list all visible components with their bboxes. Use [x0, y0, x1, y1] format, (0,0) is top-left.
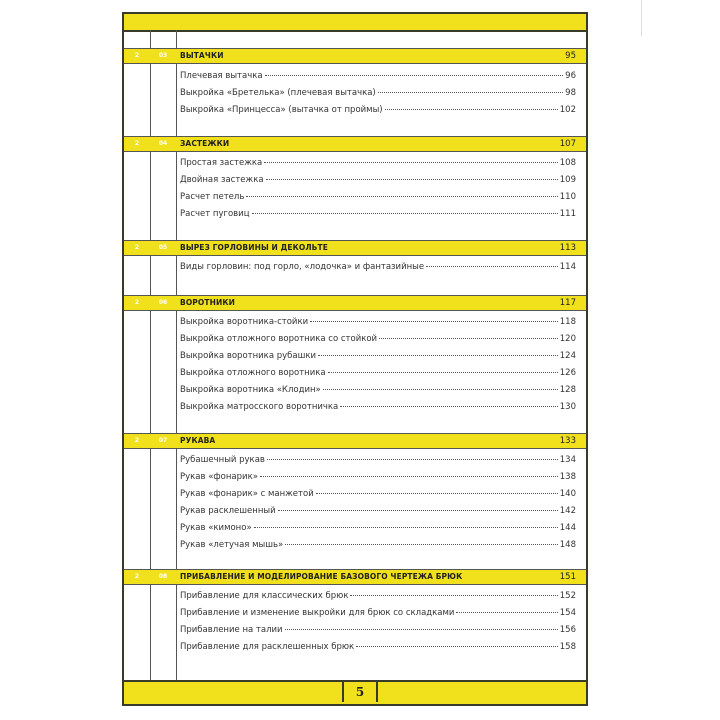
- leader-dots: [379, 338, 558, 339]
- leader-dots: [260, 476, 558, 477]
- entry-page: 120: [559, 334, 576, 344]
- section-chapter-number: 06: [158, 299, 168, 306]
- toc-entry: [180, 522, 576, 534]
- toc-entry: [180, 87, 576, 99]
- section-title: ЗАСТЕЖКИ: [180, 139, 230, 148]
- section-page: 95: [565, 51, 576, 61]
- entry-page: 158: [559, 642, 576, 652]
- entry-page: 126: [559, 368, 576, 378]
- entry-title: Выкройка матросского воротничка: [180, 402, 339, 412]
- entry-title: Прибавление для расклешенных брюк: [180, 642, 355, 652]
- toc-entry: [180, 505, 576, 517]
- toc-entry: [180, 401, 576, 413]
- entry-title: Расчет петель: [180, 192, 245, 202]
- entry-title: Выкройка отложного воротника со стойкой: [180, 334, 378, 344]
- entry-title: Рукав расклешенный: [180, 506, 276, 516]
- toc-entry: [180, 316, 576, 328]
- toc-page: [122, 12, 588, 706]
- section-chapter-number: 08: [158, 573, 168, 580]
- leader-dots: [456, 612, 557, 613]
- section-chapter-number: 03: [158, 52, 168, 59]
- entry-title: Выкройка воротника «Клодин»: [180, 385, 321, 395]
- entry-title: Расчет пуговиц: [180, 209, 250, 219]
- section-header: [124, 295, 586, 311]
- leader-dots: [254, 527, 558, 528]
- section-title: РУКАВА: [180, 436, 216, 445]
- section-page: 117: [559, 298, 576, 308]
- leader-dots: [310, 321, 558, 322]
- section-title: ВОРОТНИКИ: [180, 298, 235, 307]
- leader-dots: [264, 162, 558, 163]
- toc-entry: [180, 367, 576, 379]
- entry-title: Рубашечный рукав: [180, 455, 265, 465]
- page-number: 5: [342, 682, 378, 702]
- section-header: [124, 240, 586, 256]
- leader-dots: [350, 595, 557, 596]
- toc-entry: [180, 208, 576, 220]
- entry-page: 142: [559, 506, 576, 516]
- section-page: 133: [559, 436, 576, 446]
- entry-page: 140: [559, 489, 576, 499]
- entry-page: 148: [559, 540, 576, 550]
- toc-entry: [180, 174, 576, 186]
- leader-dots: [378, 92, 563, 93]
- toc-entry: [180, 261, 576, 273]
- leader-dots: [356, 646, 558, 647]
- entry-page: 111: [559, 209, 576, 219]
- entry-title: Рукав «фонарик»: [180, 472, 258, 482]
- entry-page: 156: [559, 625, 576, 635]
- entry-page: 98: [565, 88, 576, 98]
- scrollbar-track: [641, 0, 642, 36]
- section-part-number: 2: [134, 437, 140, 444]
- leader-dots: [328, 372, 558, 373]
- entry-page: 110: [559, 192, 576, 202]
- leader-dots: [246, 196, 557, 197]
- leader-dots: [285, 629, 558, 630]
- entry-page: 102: [559, 105, 576, 115]
- entry-title: Прибавление и изменение выкройки для брюк со складками: [180, 608, 455, 618]
- section-header: [124, 433, 586, 449]
- section-chapter-number: 04: [158, 140, 168, 147]
- section-chapter-number: 05: [158, 244, 168, 251]
- entry-title: Рукав «фонарик» с манжетой: [180, 489, 314, 499]
- section-part-number: 2: [134, 140, 140, 147]
- toc-entry: [180, 191, 576, 203]
- entry-page: 152: [559, 591, 576, 601]
- entry-page: 154: [559, 608, 576, 618]
- toc-entry: [180, 384, 576, 396]
- section-header: [124, 48, 586, 64]
- entry-title: Прибавление для классических брюк: [180, 591, 349, 601]
- toc-entry: [180, 488, 576, 500]
- toc-entry: [180, 104, 576, 116]
- entry-page: 138: [559, 472, 576, 482]
- entry-title: Рукав «летучая мышь»: [180, 540, 284, 550]
- entry-page: 144: [559, 523, 576, 533]
- section-page: 107: [559, 139, 576, 149]
- leader-dots: [316, 493, 558, 494]
- leader-dots: [285, 544, 558, 545]
- toc-entry: [180, 70, 576, 82]
- entry-title: Выкройка отложного воротника: [180, 368, 326, 378]
- leader-dots: [426, 266, 558, 267]
- leader-dots: [340, 406, 558, 407]
- entry-title: Двойная застежка: [180, 175, 264, 185]
- entry-title: Выкройка воротника-стойки: [180, 317, 309, 327]
- toc-entry: [180, 539, 576, 551]
- entry-page: 96: [565, 71, 576, 81]
- entry-page: 130: [559, 402, 576, 412]
- section-part-number: 2: [134, 52, 140, 59]
- section-header: [124, 136, 586, 152]
- entry-page: 114: [559, 262, 576, 272]
- leader-dots: [278, 510, 558, 511]
- entry-title: Выкройка «Бретелька» (плечевая вытачка): [180, 88, 376, 98]
- entry-page: 134: [559, 455, 576, 465]
- toc-entry: [180, 454, 576, 466]
- entry-title: Выкройка воротника рубашки: [180, 351, 317, 361]
- section-page: 151: [559, 572, 576, 582]
- entry-page: 128: [559, 385, 576, 395]
- entry-title: Простая застежка: [180, 158, 263, 168]
- entry-title: Плечевая вытачка: [180, 71, 263, 81]
- entry-page: 109: [559, 175, 576, 185]
- toc-entry: [180, 641, 576, 653]
- section-title: ПРИБАВЛЕНИЕ И МОДЕЛИРОВАНИЕ БАЗОВОГО ЧЕРТЕЖА БРЮК: [180, 572, 463, 581]
- section-part-number: 2: [134, 299, 140, 306]
- entry-title: Прибавление на талии: [180, 625, 283, 635]
- toc-entry: [180, 350, 576, 362]
- top-yellow-band: [124, 14, 586, 32]
- section-page: 113: [559, 243, 576, 253]
- section-part-number: 2: [134, 244, 140, 251]
- entry-page: 124: [559, 351, 576, 361]
- leader-dots: [385, 109, 558, 110]
- entry-page: 108: [559, 158, 576, 168]
- section-title: ВЫТАЧКИ: [180, 51, 224, 60]
- entry-title: Выкройка «Принцесса» (вытачка от проймы): [180, 105, 383, 115]
- leader-dots: [318, 355, 558, 356]
- toc-entry: [180, 624, 576, 636]
- toc-entry: [180, 590, 576, 602]
- leader-dots: [265, 75, 564, 76]
- toc-entry: [180, 607, 576, 619]
- leader-dots: [266, 179, 558, 180]
- leader-dots: [323, 389, 558, 390]
- section-part-number: 2: [134, 573, 140, 580]
- toc-entry: [180, 333, 576, 345]
- entry-title: Виды горловин: под горло, «лодочка» и фантазийные: [180, 262, 425, 272]
- section-chapter-number: 07: [158, 437, 168, 444]
- leader-dots: [267, 459, 558, 460]
- toc-entry: [180, 471, 576, 483]
- leader-dots: [252, 213, 558, 214]
- section-header: [124, 569, 586, 585]
- section-title: ВЫРЕЗ ГОРЛОВИНЫ И ДЕКОЛЬТЕ: [180, 243, 328, 252]
- toc-entry: [180, 157, 576, 169]
- bottom-yellow-band: [124, 680, 586, 704]
- entry-page: 118: [559, 317, 576, 327]
- entry-title: Рукав «кимоно»: [180, 523, 252, 533]
